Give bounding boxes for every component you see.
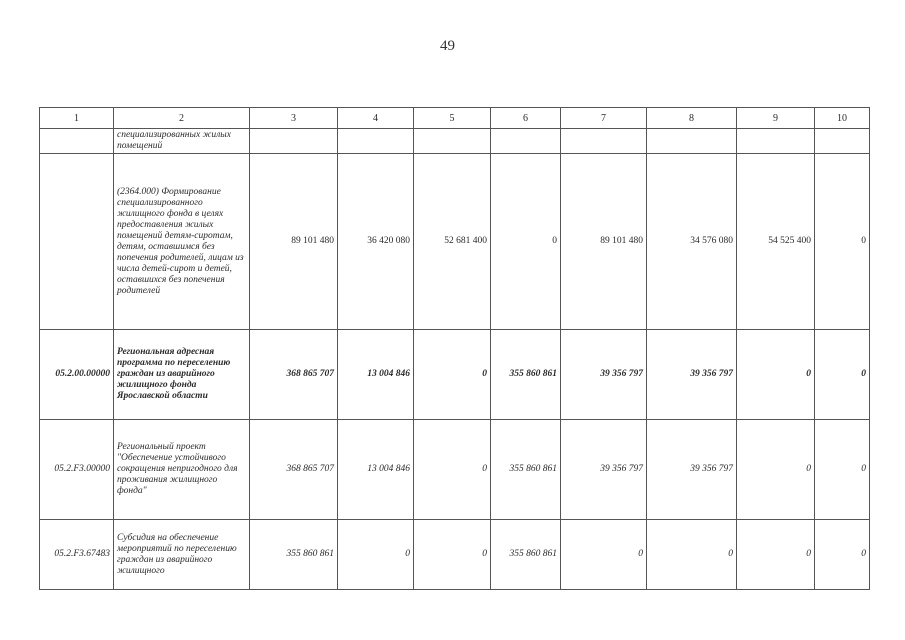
table-body [40,129,870,590]
row-value: 0 [338,520,414,590]
row-value [737,129,815,154]
row-value: 54 525 400 [737,154,815,330]
row-value: 89 101 480 [250,154,338,330]
row-name: Субсидия на обеспечение мероприятий по переселению граждан из аварийного жилищного [114,520,250,590]
table-row [40,129,870,154]
row-value: 0 [414,330,491,420]
column-header: 7 [561,108,647,129]
row-value: 0 [414,520,491,590]
row-name: Региональный проект "Обеспечение устойчивого сокращения непригодного для проживания жилищного фонда" [114,420,250,520]
row-value: 355 860 861 [491,420,561,520]
row-value [250,129,338,154]
column-header: 10 [815,108,870,129]
budget-table [39,107,870,590]
table-row [40,330,870,420]
row-value: 39 356 797 [647,330,737,420]
row-value: 89 101 480 [561,154,647,330]
row-value: 13 004 846 [338,420,414,520]
row-value: 0 [647,520,737,590]
column-header: 8 [647,108,737,129]
row-name: (2364.000) Формирование специализированного жилищного фонда в целях предоставления жилых помещений детям-сиротам, детям, оставшимся без попечения родителей, лицам из числа детей-сирот и детей, оставшихся без попечения родителей [114,154,250,330]
row-name: Региональная адресная программа по переселению граждан из аварийного жилищного фонда Ярославской области [114,330,250,420]
row-code: 05.2.F3.00000 [40,420,114,520]
row-value: 52 681 400 [414,154,491,330]
row-value [815,129,870,154]
row-value: 368 865 707 [250,330,338,420]
column-header: 9 [737,108,815,129]
table-row [40,154,870,330]
column-header: 3 [250,108,338,129]
row-value [647,129,737,154]
row-value: 0 [815,330,870,420]
row-value: 0 [737,420,815,520]
row-value: 36 420 080 [338,154,414,330]
row-value: 39 356 797 [561,420,647,520]
column-header: 4 [338,108,414,129]
column-header: 1 [40,108,114,129]
table-row [40,420,870,520]
row-value: 0 [815,154,870,330]
row-value [561,129,647,154]
row-code [40,129,114,154]
row-value [491,129,561,154]
row-value: 13 004 846 [338,330,414,420]
column-header: 5 [414,108,491,129]
row-value: 39 356 797 [561,330,647,420]
row-name: специализированных жилых помещений [114,129,250,154]
row-code: 05.2.00.00000 [40,330,114,420]
row-code [40,154,114,330]
row-code: 05.2.F3.67483 [40,520,114,590]
row-value: 355 860 861 [491,520,561,590]
row-value: 0 [737,520,815,590]
row-value: 0 [737,330,815,420]
row-value [338,129,414,154]
row-value: 39 356 797 [647,420,737,520]
table-row [40,520,870,590]
page-number: 49 [440,38,455,54]
row-value: 34 576 080 [647,154,737,330]
row-value: 0 [815,520,870,590]
column-header: 6 [491,108,561,129]
row-value: 0 [414,420,491,520]
column-header: 2 [114,108,250,129]
row-value [414,129,491,154]
header-row [40,108,870,129]
row-value: 368 865 707 [250,420,338,520]
row-value: 0 [815,420,870,520]
row-value: 355 860 861 [491,330,561,420]
row-value: 0 [561,520,647,590]
row-value: 355 860 861 [250,520,338,590]
row-value: 0 [491,154,561,330]
